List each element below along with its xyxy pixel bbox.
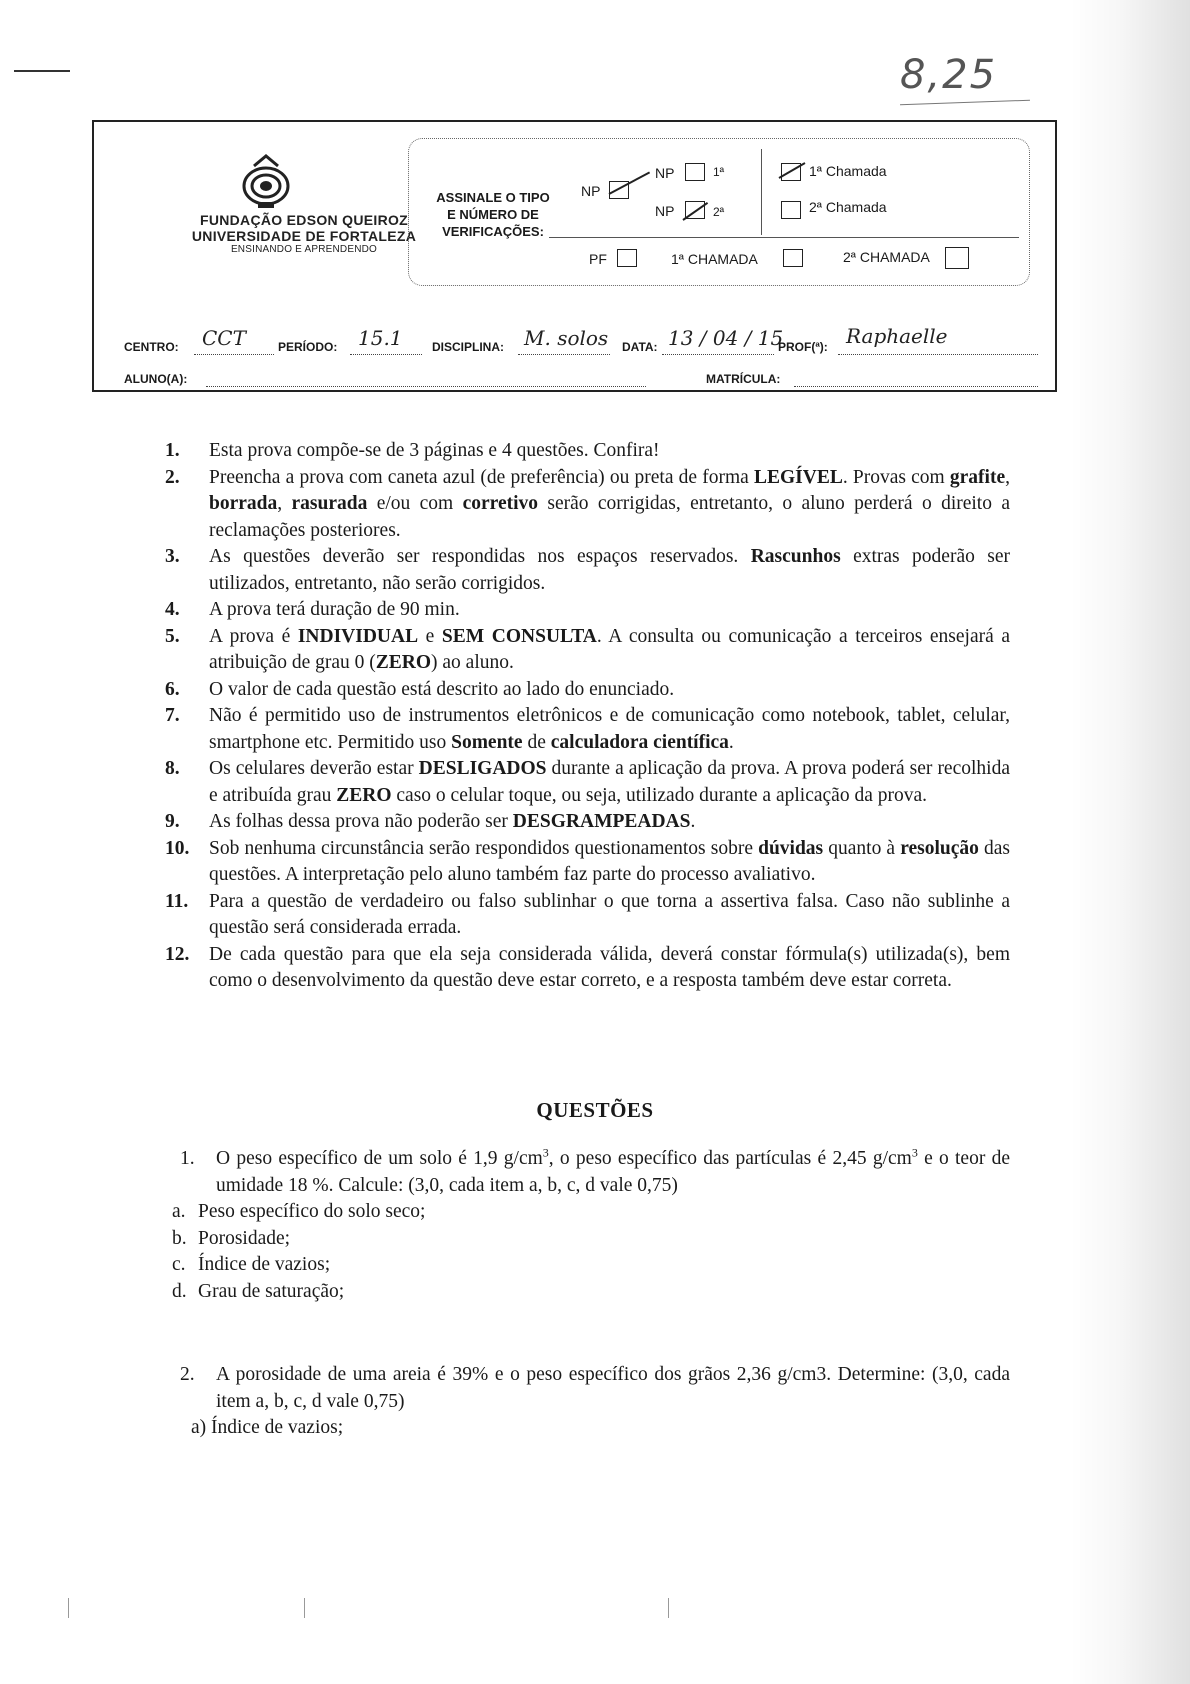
- np1-checkbox[interactable]: [685, 163, 705, 181]
- rule-number: 7.: [165, 705, 180, 726]
- university-name: UNIVERSIDADE DE FORTALEZA: [191, 228, 417, 244]
- rule-text: O valor de cada questão está descrito ao lado do enunciado.: [209, 678, 675, 700]
- question-1-text: O peso específico de um solo é 1,9 $g/cm^3$, o peso específico das partículas é 2,45 $g/cm^3$ e o teor de umidade 18 %. Calcule: (3,0, cada item a, b, c, d vale 0,75): [216, 1145, 1010, 1196]
- scan-mark: [668, 1598, 669, 1618]
- question-1-item: [172, 1252, 1010, 1279]
- rule-number: 1.: [165, 440, 180, 461]
- rule-text: As questões deverão ser respondidas nos espaços reservados. Rascunhos extras poderão ser utilizados, entretanto, não serão corrigidos.: [209, 546, 1010, 594]
- rule-text: A prova terá duração de 90 min.: [209, 599, 460, 620]
- rule-text: Sob nenhuma circunstância serão respondidos questionamentos sobre dúvidas quanto à resolução das questões. A interpretação pelo aluno também faz parte do processo avaliativo.: [209, 837, 1011, 885]
- pf-label: PF: [589, 251, 607, 267]
- university-logo-icon: [236, 152, 296, 212]
- question-1: [172, 1145, 1010, 1305]
- scan-shadow: [1070, 0, 1190, 1684]
- item-text: Porosidade;: [198, 1227, 291, 1249]
- verification-divider: [549, 237, 1019, 238]
- question-1-statement: [180, 1146, 1010, 1199]
- question-2: [180, 1362, 1010, 1442]
- matricula-line[interactable]: [794, 386, 1038, 387]
- rule-item: [165, 836, 1010, 889]
- disciplina-line: [518, 354, 610, 355]
- np-label: NP: [581, 183, 601, 199]
- university-motto: ENSINANDO E APRENDENDO: [230, 244, 378, 255]
- rule-number: 10.: [165, 837, 190, 859]
- rule-number: 3.: [165, 546, 180, 567]
- question-2-text: A porosidade de uma areia é 39% e o peso específico dos grãos 2,36 g/cm3. Determine: (3,0, cada item a, b, c, d vale 0,75): [216, 1364, 1010, 1412]
- np1-number: 1ª: [713, 165, 725, 179]
- rule-item: [165, 677, 1010, 704]
- np1-label: NP: [655, 165, 675, 181]
- exam-header: [92, 120, 1057, 392]
- item-letter: b.: [172, 1227, 187, 1249]
- rule-text: A prova é INDIVIDUAL e SEM CONSULTA. A consulta ou comunicação a terceiros ensejará a atribuição de grau 0 (ZERO) ao aluno.: [209, 625, 1011, 673]
- aluno-line[interactable]: [206, 386, 646, 387]
- np2-label: NP: [655, 203, 675, 219]
- rule-text: Para a questão de verdadeiro ou falso sublinhar o que torna a assertiva falsa. Caso não sublinhe a questão será considerada errada.: [209, 890, 1010, 938]
- item-letter: a.: [172, 1201, 186, 1222]
- rule-number: 6.: [165, 678, 180, 700]
- question-2-number: 2.: [180, 1364, 195, 1385]
- aluno-label: ALUNO(A):: [124, 372, 188, 386]
- pf-chamada2-label: 2ª CHAMADA: [843, 249, 930, 265]
- verification-label: ASSINALE O TIPO E NÚMERO DE VERIFICAÇÕES:: [436, 190, 550, 239]
- centro-label: CENTRO:: [124, 340, 179, 354]
- item-text: Grau de saturação;: [198, 1280, 345, 1302]
- scan-mark: [304, 1598, 305, 1618]
- rule-text: As folhas dessa prova não poderão ser DESGRAMPEADAS.: [209, 811, 696, 832]
- rule-item: [165, 703, 1010, 756]
- periodo-value: 15.1: [358, 326, 403, 350]
- np2-number: 2ª: [713, 205, 725, 219]
- rule-item: [165, 438, 1010, 465]
- disciplina-label: DISCIPLINA:: [432, 340, 504, 354]
- rule-text: Preencha a prova com caneta azul (de preferência) ou preta de forma LEGÍVEL. Provas com grafite, borrada, rasurada e/ou com corretivo serão corrigidas, entretanto, o aluno perderá o direito a reclamações posteriores.: [209, 466, 1010, 541]
- prof-value: Raphaelle: [846, 324, 948, 348]
- chamada1-label: 1ª Chamada: [809, 163, 887, 179]
- data-label: DATA:: [622, 340, 658, 354]
- periodo-line: [350, 354, 422, 355]
- verification-column-divider: [761, 149, 762, 235]
- matricula-label: MATRÍCULA:: [706, 372, 781, 386]
- rule-text: De cada questão para que ela seja considerada válida, deverá constar fórmula(s) utilizada(s), bem como o desenvolvimento da questão deve estar correto, e a resposta também deve estar correta.: [209, 943, 1010, 991]
- rule-item: [165, 624, 1010, 677]
- pf-checkbox[interactable]: [617, 249, 637, 267]
- pf-chamada1-label: 1ª CHAMADA: [671, 251, 758, 267]
- rule-number: 8.: [165, 758, 180, 779]
- question-2-statement: [180, 1362, 1010, 1415]
- prof-label: PROF(ª):: [778, 340, 828, 354]
- centro-line: [194, 354, 274, 355]
- data-line: [662, 354, 774, 355]
- chamada2-checkbox[interactable]: [781, 201, 801, 219]
- rule-number: 12.: [165, 943, 190, 965]
- rule-number: 5.: [165, 625, 180, 647]
- question-1-items: [172, 1199, 1010, 1305]
- chamada2-label: 2ª Chamada: [809, 199, 887, 215]
- rule-item: [165, 809, 1010, 836]
- rule-text: Não é permitido uso de instrumentos eletrônicos e de comunicação como notebook, tablet, celular, smartphone etc. Permitido uso Somente de calculadora científica.: [209, 705, 1010, 753]
- prof-line: [838, 354, 1038, 355]
- centro-value: CCT: [202, 326, 246, 350]
- rule-number: 9.: [165, 811, 180, 832]
- scan-mark: [14, 70, 70, 72]
- question-1-item: [172, 1279, 1010, 1306]
- rule-item: [165, 465, 1010, 545]
- disciplina-value: M. solos: [524, 326, 609, 350]
- question-1-item: [172, 1199, 1010, 1226]
- rule-text: Esta prova compõe-se de 3 páginas e 4 questões. Confira!: [209, 440, 660, 461]
- question-2-item-a: a) Índice de vazios;: [191, 1417, 344, 1438]
- exam-rules-list: [165, 438, 1010, 995]
- item-text: Índice de vazios;: [198, 1254, 331, 1275]
- data-value: 13 / 04 / 15: [668, 326, 784, 350]
- rule-item: [165, 942, 1010, 995]
- questions-title: QUESTÕES: [536, 1098, 654, 1122]
- rule-number: 11.: [165, 890, 189, 912]
- rule-item: [165, 756, 1010, 809]
- verification-box: [408, 138, 1030, 286]
- rule-item: [165, 597, 1010, 624]
- rule-item: [165, 544, 1010, 597]
- rule-text: Os celulares deverão estar DESLIGADOS durante a aplicação da prova. A prova poderá ser recolhida e atribuída grau ZERO caso o celular toque, ou seja, utilizado durante a aplicação da prova.: [209, 758, 1010, 806]
- rule-number: 2.: [165, 466, 180, 488]
- pf-chamada1-checkbox[interactable]: [783, 249, 803, 267]
- periodo-label: PERÍODO:: [278, 340, 338, 354]
- rule-number: 4.: [165, 599, 180, 620]
- foundation-name: FUNDAÇÃO EDSON QUEIROZ: [199, 212, 409, 228]
- grade-underline: [900, 100, 1030, 106]
- pf-chamada2-checkbox[interactable]: [945, 247, 969, 269]
- question-1-item: [172, 1226, 1010, 1253]
- scan-mark: [68, 1598, 69, 1618]
- item-letter: c.: [172, 1254, 186, 1275]
- item-letter: d.: [172, 1280, 187, 1302]
- rule-item: [165, 889, 1010, 942]
- item-text: Peso específico do solo seco;: [198, 1201, 426, 1222]
- question-1-number: 1.: [180, 1148, 195, 1169]
- handwritten-grade: 8,25: [900, 52, 998, 98]
